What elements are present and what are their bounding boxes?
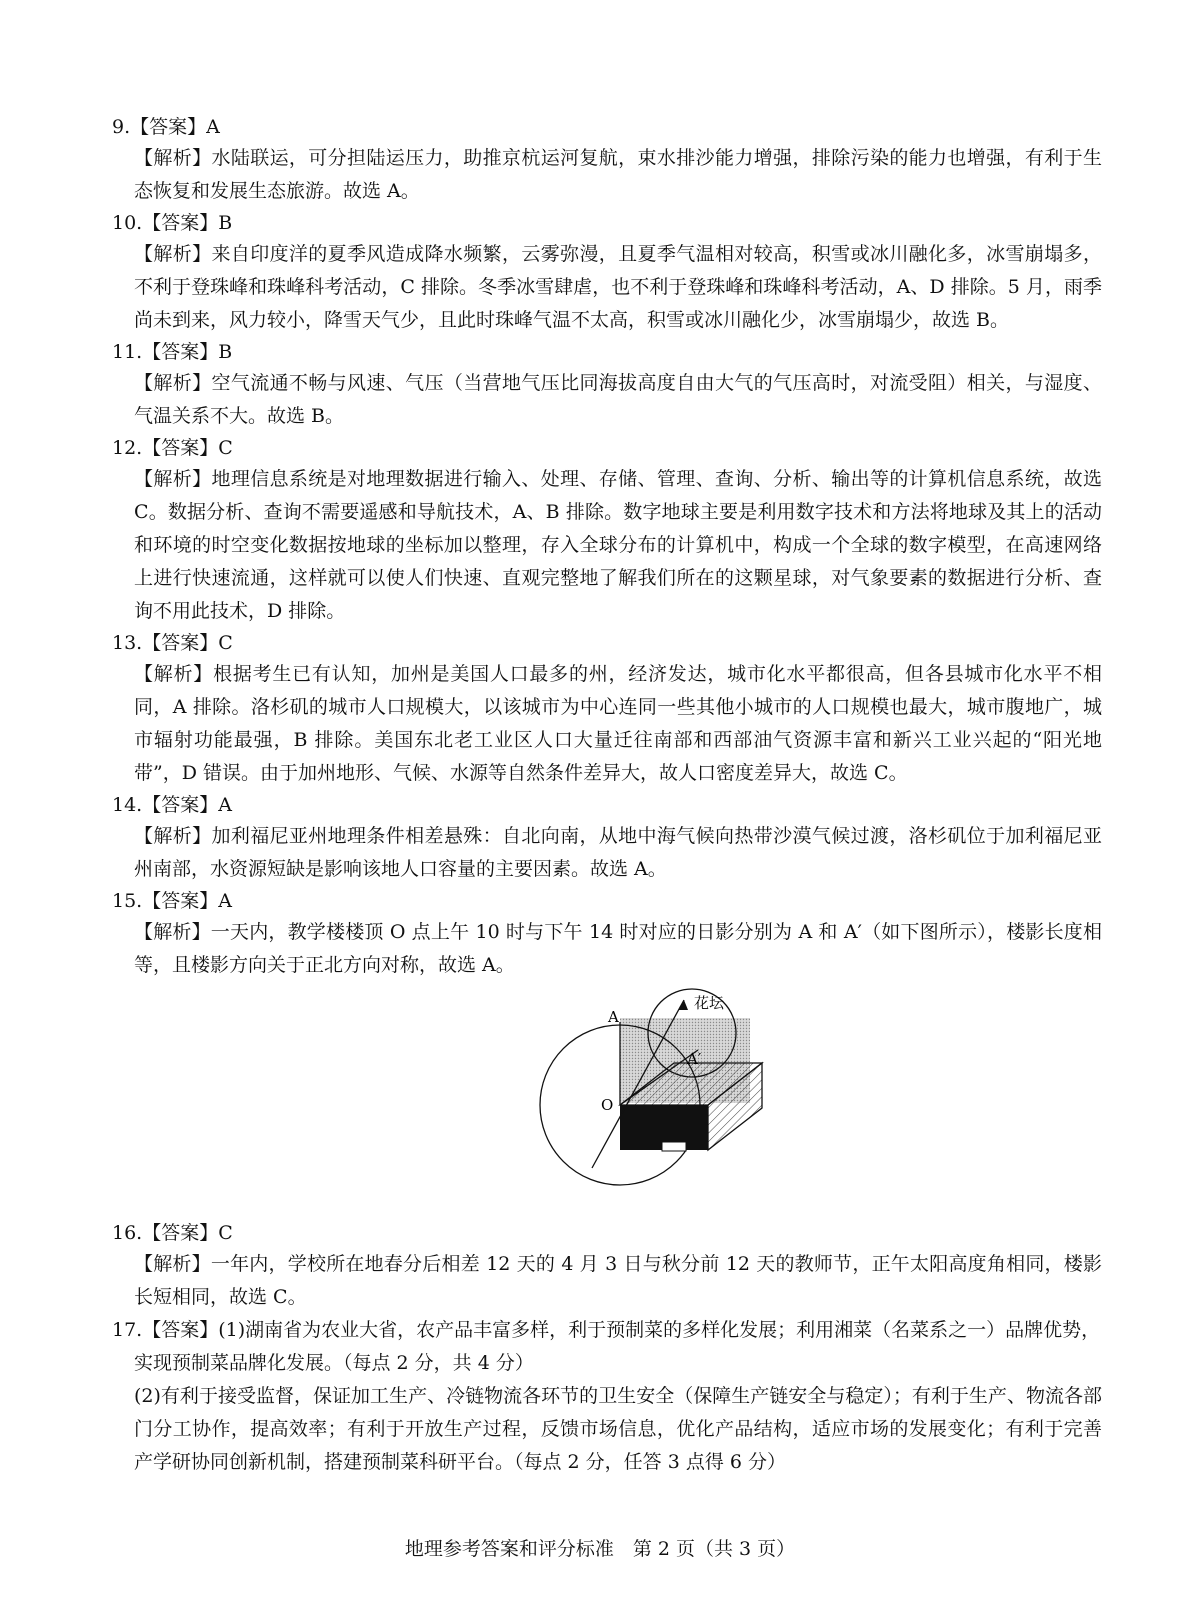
answer-line: 14.【答案】A <box>112 794 232 816</box>
explanation: 【解析】来自印度洋的夏季风造成降水频繁，云雾弥漫，且夏季气温相对较高，积雪或冰川融化多，冰雪崩塌多，不利于登珠峰和珠峰科考活动，C 排除。冬季冰雪肆虐，也不利于登珠峰和珠峰科考活动，A、D 排除。5 月，雨季尚未到来，风力较小，降雪天气少，且此时珠峰气温不太高，积雪或冰川融化少，冰雪崩塌少，故选 B。 <box>134 243 1102 331</box>
label-o: O <box>601 1096 614 1114</box>
explanation: 【解析】加利福尼亚州地理条件相差悬殊：自北向南，从地中海气候向热带沙漠气候过渡，洛杉矶位于加利福尼亚州南部，水资源短缺是影响该地人口容量的主要因素。故选 A。 <box>134 825 1102 880</box>
item-17 <box>112 1314 1102 1479</box>
explanation: 【解析】空气流通不畅与风速、气压（当营地气压比同海拔高度自由大气的气压高时，对流受阻）相关，与湿度、气温关系不大。故选 B。 <box>134 372 1102 427</box>
explanation: (2)有利于接受监督，保证加工生产、冷链物流各环节的卫生安全（保障生产链安全与稳定）；有利于生产、物流各部门分工协作，提高效率；有利于开放生产过程，反馈市场信息，优化产品结构，适应市场的发展变化；有利于完善产学研协同创新机制，搭建预制菜科研平台。（每点 2 分，任答 3 点得 6 分） <box>134 1385 1102 1473</box>
answer-line: 13.【答案】C <box>112 632 233 654</box>
item-13 <box>112 628 1102 790</box>
answer-line: 16.【答案】C <box>112 1222 233 1244</box>
label-a: A <box>608 1008 619 1026</box>
explanation: 【解析】一天内，教学楼楼顶 O 点上午 10 时与下午 14 时对应的日影分别为 A 和 A′（如下图所示），楼影长度相等，且楼影方向关于正北方向对称，故选 A。 <box>134 921 1102 976</box>
shadow-figure <box>112 988 1102 1218</box>
explanation: 【解析】水陆联运，可分担陆运压力，助推京杭运河复航，束水排沙能力增强，排除污染的能力也增强，有利于生态恢复和发展生态旅游。故选 A。 <box>134 147 1102 202</box>
answer-line: 9.【答案】A <box>112 116 220 138</box>
label-flowerbed: 花坛 <box>694 994 725 1012</box>
item-10 <box>112 208 1102 337</box>
item-15 <box>112 886 1102 982</box>
building-door <box>662 1142 686 1151</box>
explanation: 【解析】根据考生已有认知，加州是美国人口最多的州，经济发达，城市化水平都很高，但各县城市化水平不相同，A 排除。洛杉矶的城市人口规模大，以该城市为中心连同一些其他小城市的人口规模也最大，城市腹地广，城市辐射功能最强，B 排除。美国东北老工业区人口大量迁往南部和西部油气资源丰富和新兴工业兴起的“阳光地带”，D 错误。由于加州地形、气候、水源等自然条件差异大，故人口密度差异大，故选 C。 <box>134 663 1102 784</box>
answer-list <box>112 112 1102 1479</box>
item-12 <box>112 433 1102 628</box>
explanation: 【解析】地理信息系统是对地理数据进行输入、处理、存储、管理、查询、分析、输出等的计算机信息系统，故选 C。数据分析、查询不需要遥感和导航技术，A、B 排除。数字地球主要是利用数字技术和方法将地球及其上的活动和环境的时空变化数据按地球的坐标加以整理，存入全球分布的计算机中，构成一个全球的数字模型，在高速网络上进行快速流通，这样就可以使人们快速、直观完整地了解我们所在的这颗星球，对气象要素的数据进行分析、查询不用此技术，D 排除。 <box>134 468 1102 622</box>
item-16 <box>112 1218 1102 1314</box>
answer-line: 17.【答案】(1)湖南省为农业大省，农产品丰富多样，利于预制菜的多样化发展；利用湘菜（名菜系之一）品牌优势，实现预制菜品牌化发展。（每点 2 分，共 4 分） <box>112 1319 1101 1374</box>
item-11 <box>112 337 1102 433</box>
answer-line: 12.【答案】C <box>112 437 233 459</box>
answer-line: 10.【答案】B <box>112 212 233 234</box>
answer-line: 15.【答案】A <box>112 890 232 912</box>
label-a-prime: A′ <box>687 1050 702 1068</box>
page-footer: 地理参考答案和评分标准 第 2 页（共 3 页） <box>404 1538 796 1560</box>
building-shadow-diagram <box>412 988 772 1213</box>
explanation: 【解析】一年内，学校所在地春分后相差 12 天的 4 月 3 日与秋分前 12 天的教师节，正午太阳高度角相同，楼影长短相同，故选 C。 <box>134 1253 1102 1308</box>
item-14 <box>112 790 1102 886</box>
item-9 <box>112 112 1102 208</box>
answer-line: 11.【答案】B <box>112 341 233 363</box>
